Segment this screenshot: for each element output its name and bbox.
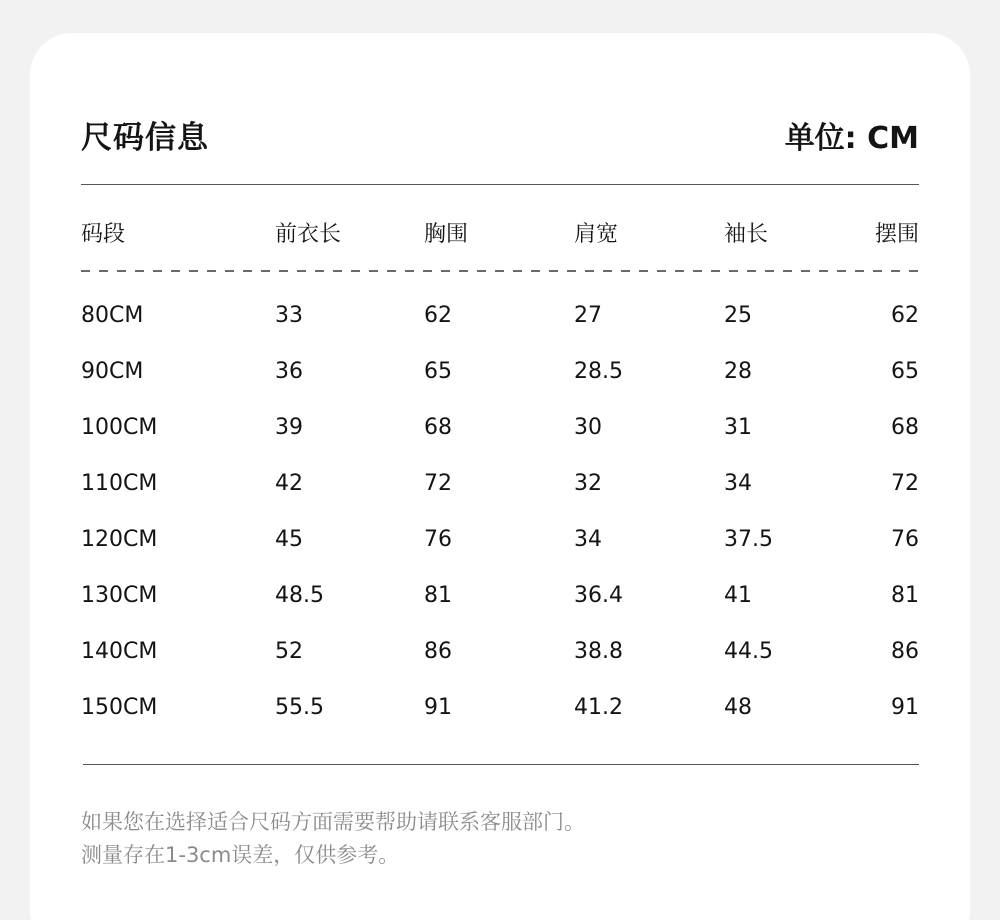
table-cell: 150CM	[81, 695, 158, 720]
table-cell: 32	[574, 471, 602, 496]
table-cell: 81	[891, 583, 919, 608]
column-header-shoulder: 肩宽	[574, 222, 619, 247]
table-cell: 81	[424, 583, 452, 608]
table-cell: 42	[275, 471, 303, 496]
table-cell: 39	[275, 415, 303, 440]
header-divider	[81, 184, 919, 185]
table-cell: 33	[275, 303, 303, 328]
dashed-divider	[81, 270, 919, 272]
table-cell: 76	[891, 527, 919, 552]
table-cell: 34	[574, 527, 602, 552]
table-cell: 130CM	[81, 583, 158, 608]
size-info-card	[30, 33, 970, 920]
table-cell: 27	[574, 303, 602, 328]
table-cell: 31	[724, 415, 752, 440]
table-cell: 62	[891, 303, 919, 328]
table-cell: 44.5	[724, 639, 773, 664]
table-cell: 48.5	[275, 583, 324, 608]
table-cell: 72	[891, 471, 919, 496]
table-cell: 55.5	[275, 695, 324, 720]
table-cell: 65	[891, 359, 919, 384]
table-cell: 86	[891, 639, 919, 664]
column-header-sleeve: 袖长	[724, 222, 769, 247]
page-title: 尺码信息	[81, 120, 209, 156]
column-header-size-range: 码段	[81, 222, 126, 247]
help-note: 如果您在选择适合尺码方面需要帮助请联系客服部门。	[81, 810, 585, 834]
table-cell: 68	[891, 415, 919, 440]
table-cell: 110CM	[81, 471, 158, 496]
table-cell: 91	[424, 695, 452, 720]
table-cell: 36	[275, 359, 303, 384]
table-cell: 80CM	[81, 303, 144, 328]
table-cell: 120CM	[81, 527, 158, 552]
table-cell: 41	[724, 583, 752, 608]
table-cell: 65	[424, 359, 452, 384]
table-cell: 90CM	[81, 359, 144, 384]
table-cell: 72	[424, 471, 452, 496]
table-cell: 37.5	[724, 527, 773, 552]
table-cell: 28	[724, 359, 752, 384]
table-cell: 38.8	[574, 639, 623, 664]
table-cell: 30	[574, 415, 602, 440]
table-cell: 48	[724, 695, 752, 720]
table-cell: 140CM	[81, 639, 158, 664]
unit-label: 单位: CM	[784, 121, 919, 156]
table-cell: 25	[724, 303, 752, 328]
table-cell: 34	[724, 471, 752, 496]
table-cell: 76	[424, 527, 452, 552]
table-cell: 86	[424, 639, 452, 664]
column-header-chest: 胸围	[424, 222, 469, 247]
table-cell: 45	[275, 527, 303, 552]
measurement-note: 测量存在1-3cm误差，仅供参考。	[81, 843, 400, 867]
table-cell: 91	[891, 695, 919, 720]
column-header-hem: 摆围	[874, 222, 919, 247]
footer-divider	[83, 764, 919, 765]
table-cell: 62	[424, 303, 452, 328]
table-cell: 41.2	[574, 695, 623, 720]
table-cell: 68	[424, 415, 452, 440]
column-header-front-length: 前衣长	[275, 222, 342, 247]
table-cell: 28.5	[574, 359, 623, 384]
table-cell: 100CM	[81, 415, 158, 440]
table-cell: 52	[275, 639, 303, 664]
table-cell: 36.4	[574, 583, 623, 608]
